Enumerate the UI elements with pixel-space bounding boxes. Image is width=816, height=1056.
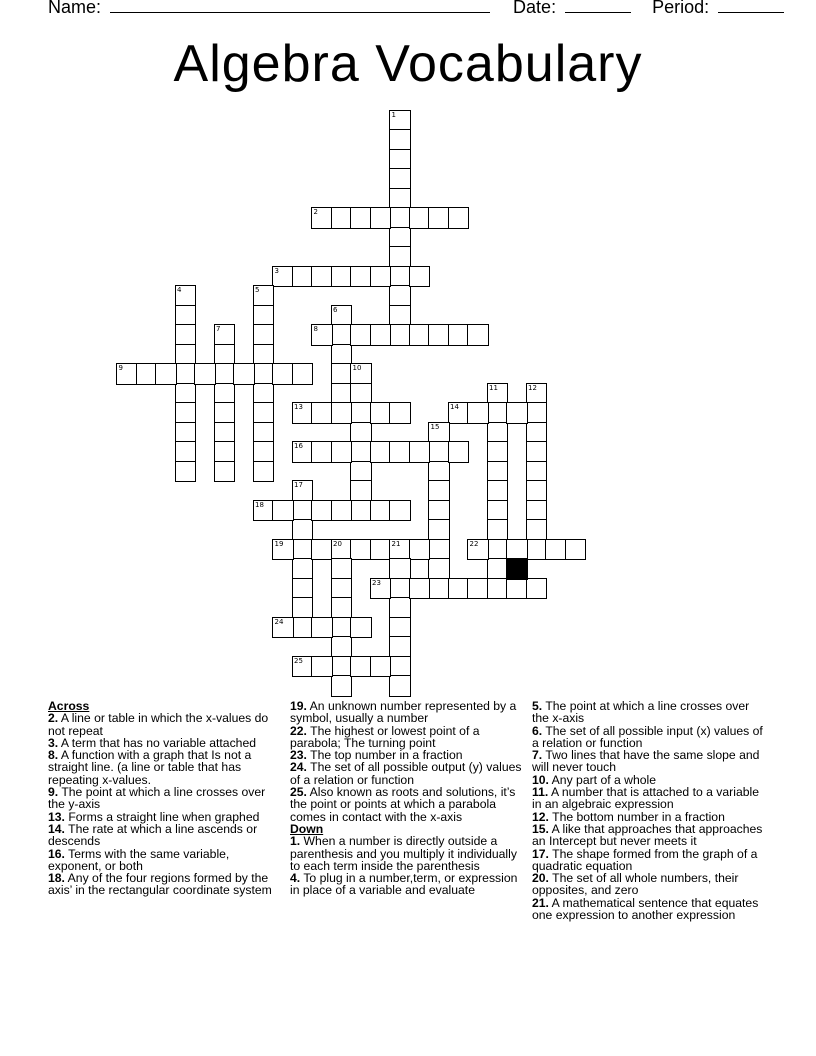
grid-cell[interactable] bbox=[350, 266, 372, 288]
grid-cell[interactable] bbox=[350, 500, 372, 522]
grid-cell[interactable] bbox=[370, 539, 392, 561]
grid-cell[interactable] bbox=[409, 441, 431, 463]
clue-down-1 bbox=[290, 835, 525, 872]
grid-cell[interactable] bbox=[409, 578, 431, 600]
grid-cell[interactable] bbox=[311, 539, 333, 561]
grid-cell[interactable] bbox=[350, 324, 372, 346]
grid-cell[interactable] bbox=[292, 617, 314, 639]
clue-down-4 bbox=[290, 872, 525, 897]
grid-cell[interactable] bbox=[389, 500, 411, 522]
grid-cell[interactable] bbox=[194, 363, 216, 385]
grid-cell[interactable] bbox=[331, 500, 353, 522]
across-heading: Across bbox=[48, 699, 90, 713]
grid-cell[interactable] bbox=[253, 441, 275, 463]
grid-cell[interactable] bbox=[506, 539, 528, 561]
cell-number: 8 bbox=[313, 325, 318, 333]
grid-cell[interactable] bbox=[175, 344, 197, 366]
grid-cell[interactable] bbox=[467, 402, 489, 424]
clue-down-7 bbox=[532, 749, 767, 774]
clue-text: A function with a graph that Is not a straight line. (a line or table that has repeating x-values. bbox=[48, 748, 252, 787]
grid-cell[interactable] bbox=[428, 519, 450, 541]
grid-cell[interactable] bbox=[331, 636, 353, 658]
grid-cell[interactable] bbox=[311, 500, 333, 522]
grid-cell[interactable] bbox=[253, 305, 275, 327]
clues-column-2 bbox=[290, 700, 525, 897]
grid-cell[interactable] bbox=[428, 207, 450, 229]
clue-across-2 bbox=[48, 712, 280, 737]
grid-cell[interactable] bbox=[428, 324, 450, 346]
grid-cell[interactable] bbox=[370, 207, 392, 229]
cell-number: 19 bbox=[274, 539, 284, 548]
grid-cell[interactable] bbox=[487, 422, 509, 444]
clue-text: A mathematical sentence that equates one expression to another expression bbox=[532, 895, 759, 923]
clues-column-3 bbox=[532, 700, 767, 921]
cell-number: 10 bbox=[352, 364, 362, 372]
clue-text: The set of all possible input (x) values of a relation or function bbox=[532, 723, 763, 750]
grid-cell[interactable] bbox=[331, 383, 353, 405]
cell-number: 11 bbox=[489, 383, 498, 392]
grid-cell[interactable] bbox=[214, 461, 236, 483]
grid-cell[interactable] bbox=[350, 441, 372, 463]
grid-cell[interactable] bbox=[350, 402, 372, 424]
cell-number: 12 bbox=[528, 383, 537, 392]
grid-cell[interactable] bbox=[370, 402, 392, 424]
grid-cell[interactable] bbox=[389, 285, 411, 307]
clue-across-19 bbox=[290, 700, 525, 725]
grid-cell[interactable] bbox=[487, 558, 509, 580]
grid-cell[interactable] bbox=[487, 519, 509, 541]
clue-number: 18. bbox=[48, 871, 65, 886]
grid-cell[interactable] bbox=[389, 617, 411, 639]
grid-cell[interactable] bbox=[428, 461, 450, 483]
clue-across-25 bbox=[290, 786, 525, 823]
clue-across-14 bbox=[48, 823, 280, 848]
grid-cell[interactable] bbox=[370, 500, 392, 522]
clue-number: 4. bbox=[290, 871, 301, 886]
grid-cell[interactable] bbox=[389, 188, 411, 210]
clue-number: 25. bbox=[290, 785, 307, 800]
clue-number: 23. bbox=[290, 748, 307, 763]
clue-down-11 bbox=[532, 786, 767, 811]
grid-cell[interactable] bbox=[214, 441, 236, 463]
cell-number: 5 bbox=[255, 286, 260, 294]
clue-down-17 bbox=[532, 848, 767, 873]
grid-cell[interactable] bbox=[331, 363, 353, 385]
shaded-cell bbox=[506, 558, 528, 580]
grid-cell[interactable] bbox=[175, 441, 197, 463]
grid-cell[interactable] bbox=[311, 617, 333, 639]
cell-number: 20 bbox=[333, 539, 342, 548]
grid-cell[interactable] bbox=[253, 422, 275, 444]
grid-cell[interactable] bbox=[565, 539, 587, 561]
grid-cell[interactable] bbox=[389, 246, 411, 268]
grid-cell[interactable] bbox=[175, 324, 197, 346]
clue-down-5 bbox=[532, 700, 767, 725]
grid-cell[interactable] bbox=[175, 383, 197, 405]
cell-number: 3 bbox=[274, 266, 279, 275]
clue-across-16 bbox=[48, 848, 280, 873]
grid-cell[interactable] bbox=[175, 461, 197, 483]
clue-number: 5. bbox=[532, 699, 543, 713]
grid-cell[interactable] bbox=[350, 422, 372, 444]
cell-number: 18 bbox=[255, 500, 264, 509]
grid-cell[interactable] bbox=[526, 578, 548, 600]
clue-down-6 bbox=[532, 725, 767, 750]
grid-cell[interactable] bbox=[292, 539, 314, 561]
clue-across-18 bbox=[48, 872, 280, 897]
clue-across-24 bbox=[290, 761, 525, 786]
grid-cell[interactable] bbox=[389, 266, 411, 288]
clue-across-22 bbox=[290, 725, 525, 750]
grid-cell[interactable] bbox=[506, 578, 528, 600]
clue-text: A number that is attached to a variable in an algebraic expression bbox=[532, 785, 759, 812]
grid-cell[interactable] bbox=[272, 500, 294, 522]
grid-cell[interactable] bbox=[175, 422, 197, 444]
cell-number: 6 bbox=[333, 305, 338, 314]
grid-cell[interactable] bbox=[175, 402, 197, 424]
grid-cell[interactable] bbox=[448, 324, 470, 346]
clues-column-1 bbox=[48, 700, 280, 897]
grid-cell[interactable] bbox=[331, 558, 353, 580]
clue-number: 17. bbox=[532, 846, 549, 861]
clue-across-8 bbox=[48, 749, 280, 786]
grid-cell[interactable] bbox=[389, 324, 411, 346]
grid-cell[interactable] bbox=[526, 402, 548, 424]
grid-cell[interactable] bbox=[389, 227, 411, 249]
grid-cell[interactable] bbox=[331, 578, 353, 600]
grid-cell[interactable] bbox=[409, 266, 431, 288]
grid-cell[interactable] bbox=[370, 266, 392, 288]
grid-cell[interactable] bbox=[428, 539, 450, 561]
grid-cell[interactable] bbox=[350, 383, 372, 405]
date-label: Date: bbox=[513, 0, 557, 17]
grid-cell[interactable] bbox=[389, 207, 411, 229]
clue-text: The point at which a line crosses over the x-axis bbox=[532, 699, 750, 726]
grid-cell[interactable] bbox=[292, 363, 314, 385]
grid-cell[interactable] bbox=[292, 597, 314, 619]
clue-text: The point at which a line crosses over the y-axis bbox=[48, 785, 266, 812]
clue-number: 11. bbox=[532, 785, 549, 800]
grid-cell[interactable] bbox=[370, 656, 392, 678]
grid-cell[interactable] bbox=[233, 363, 255, 385]
clue-text: A like that approaches that approaches an Intercept but never meets it bbox=[532, 821, 763, 849]
grid-cell[interactable] bbox=[370, 441, 392, 463]
clue-text: Two lines that have the same slope and will never touch bbox=[532, 748, 760, 775]
grid-cell[interactable] bbox=[214, 363, 236, 385]
clue-number: 7. bbox=[532, 748, 543, 763]
grid-cell[interactable] bbox=[526, 480, 548, 502]
clue-number: 9. bbox=[48, 785, 59, 800]
clue-number: 8. bbox=[48, 748, 59, 763]
grid-cell[interactable] bbox=[136, 363, 158, 385]
grid-cell[interactable] bbox=[487, 461, 509, 483]
clue-text: When a number is directly outside a parenthesis and you multiply it individually to each term inside the parenthesis bbox=[290, 834, 517, 873]
clue-number: 3. bbox=[48, 735, 59, 750]
grid-cell[interactable] bbox=[331, 441, 353, 463]
cell-number: 16 bbox=[294, 442, 303, 450]
grid-cell[interactable] bbox=[487, 480, 509, 502]
grid-cell[interactable] bbox=[526, 500, 548, 522]
grid-cell[interactable] bbox=[350, 656, 372, 678]
grid-cell[interactable] bbox=[545, 539, 567, 561]
name-label: Name: bbox=[48, 0, 102, 17]
clue-number: 14. bbox=[48, 821, 65, 836]
grid-cell[interactable] bbox=[389, 441, 411, 463]
grid-cell[interactable] bbox=[350, 539, 372, 561]
grid-cell[interactable] bbox=[409, 207, 431, 229]
grid-cell[interactable] bbox=[487, 500, 509, 522]
grid-cell[interactable] bbox=[155, 363, 177, 385]
clue-text: A line or table in which the x-values do not repeat bbox=[48, 711, 269, 738]
grid-cell[interactable] bbox=[311, 656, 333, 678]
clue-down-15 bbox=[532, 823, 767, 848]
grid-cell[interactable] bbox=[331, 266, 353, 288]
grid-cell[interactable] bbox=[331, 402, 353, 424]
grid-cell[interactable] bbox=[389, 656, 411, 678]
grid-cell[interactable] bbox=[350, 207, 372, 229]
cell-number: 1 bbox=[391, 110, 396, 119]
grid-cell[interactable] bbox=[487, 539, 509, 561]
grid-cell[interactable] bbox=[331, 207, 353, 229]
cell-number: 2 bbox=[313, 208, 318, 216]
clue-text: Forms a straight line when graphed bbox=[64, 809, 260, 824]
grid-cell[interactable] bbox=[350, 617, 372, 639]
clue-down-21 bbox=[532, 897, 767, 922]
clue-number: 13. bbox=[48, 809, 65, 824]
clue-text: The set of all whole numbers, their opposites, and zero bbox=[532, 871, 739, 898]
clue-number: 22. bbox=[290, 723, 307, 738]
grid-cell[interactable] bbox=[350, 461, 372, 483]
clue-text: The rate at which a line ascends or descends bbox=[48, 821, 258, 849]
grid-cell[interactable] bbox=[467, 324, 489, 346]
cell-number: 4 bbox=[177, 286, 182, 294]
grid-cell[interactable] bbox=[428, 578, 450, 600]
grid-cell[interactable] bbox=[214, 422, 236, 444]
cell-number: 9 bbox=[118, 364, 123, 372]
grid-cell[interactable] bbox=[428, 500, 450, 522]
grid-cell[interactable] bbox=[428, 480, 450, 502]
grid-cell[interactable] bbox=[350, 480, 372, 502]
clue-text: The highest or lowest point of a parabola; The turning point bbox=[290, 723, 480, 750]
clue-across-9 bbox=[48, 786, 280, 811]
clue-down-20 bbox=[532, 872, 767, 897]
clue-number: 24. bbox=[290, 760, 307, 775]
clue-number: 6. bbox=[532, 723, 543, 738]
clue-text: Any of the four regions formed by the axis’ in the rectangular coordinate system bbox=[48, 871, 272, 898]
grid-cell[interactable] bbox=[389, 597, 411, 619]
clue-number: 19. bbox=[290, 699, 307, 713]
clue-number: 1. bbox=[290, 834, 301, 849]
grid-cell[interactable] bbox=[389, 578, 411, 600]
grid-cell[interactable] bbox=[506, 402, 528, 424]
cell-number: 17 bbox=[294, 481, 303, 489]
cell-number: 23 bbox=[372, 578, 381, 587]
grid-cell[interactable] bbox=[331, 597, 353, 619]
cell-number: 21 bbox=[391, 539, 401, 548]
clue-text: Also known as roots and solutions, it’s the point or points at which a parabola comes in contact with the x-axis bbox=[290, 785, 516, 824]
grid-cell[interactable] bbox=[389, 168, 411, 190]
grid-cell[interactable] bbox=[253, 383, 275, 405]
clue-text: The top number in a fraction bbox=[306, 748, 463, 763]
grid-cell[interactable] bbox=[526, 441, 548, 463]
grid-cell[interactable] bbox=[409, 324, 431, 346]
clue-number: 10. bbox=[532, 772, 549, 787]
grid-cell[interactable] bbox=[292, 519, 314, 541]
grid-cell[interactable] bbox=[389, 675, 411, 697]
cell-number: 7 bbox=[216, 325, 221, 333]
grid-cell[interactable] bbox=[272, 363, 294, 385]
cell-number: 24 bbox=[274, 617, 284, 626]
grid-cell[interactable] bbox=[448, 207, 470, 229]
grid-cell[interactable] bbox=[331, 324, 353, 346]
grid-cell[interactable] bbox=[448, 441, 470, 463]
down-heading: Down bbox=[290, 821, 324, 836]
page-title: Algebra Vocabulary bbox=[173, 35, 643, 93]
grid-cell[interactable] bbox=[389, 558, 411, 580]
grid-cell[interactable] bbox=[292, 558, 314, 580]
clue-text: The shape formed from the graph of a quadratic equation bbox=[532, 846, 758, 873]
grid-cell[interactable] bbox=[292, 578, 314, 600]
grid-cell[interactable] bbox=[487, 441, 509, 463]
clue-text: The bottom number in a fraction bbox=[548, 809, 725, 824]
grid-cell[interactable] bbox=[331, 675, 353, 697]
grid-cell[interactable] bbox=[370, 324, 392, 346]
grid-cell[interactable] bbox=[331, 617, 353, 639]
grid-cell[interactable] bbox=[526, 519, 548, 541]
grid-cell[interactable] bbox=[389, 305, 411, 327]
grid-cell[interactable] bbox=[389, 402, 411, 424]
grid-cell[interactable] bbox=[214, 344, 236, 366]
grid-cell[interactable] bbox=[428, 441, 450, 463]
grid-cell[interactable] bbox=[389, 149, 411, 171]
grid-cell[interactable] bbox=[253, 324, 275, 346]
clue-number: 21. bbox=[532, 895, 549, 910]
period-label: Period: bbox=[652, 0, 710, 17]
grid-cell[interactable] bbox=[175, 305, 197, 327]
grid-cell[interactable] bbox=[292, 266, 314, 288]
clue-number: 15. bbox=[532, 821, 549, 836]
clue-text: Terms with the same variable, exponent, or both bbox=[48, 846, 230, 873]
grid-cell[interactable] bbox=[428, 558, 450, 580]
cell-number: 22 bbox=[469, 539, 479, 548]
grid-cell[interactable] bbox=[175, 363, 197, 385]
grid-cell[interactable] bbox=[331, 344, 353, 366]
grid-cell[interactable] bbox=[253, 363, 275, 385]
clue-number: 20. bbox=[532, 871, 549, 886]
cell-number: 13 bbox=[294, 403, 303, 411]
clue-text: The set of all possible output (y) values of a relation or function bbox=[290, 760, 522, 787]
cell-number: 15 bbox=[430, 422, 440, 431]
grid-cell[interactable] bbox=[331, 656, 353, 678]
grid-cell[interactable] bbox=[253, 461, 275, 483]
grid-cell[interactable] bbox=[467, 578, 489, 600]
grid-cell[interactable] bbox=[526, 422, 548, 444]
clue-text: Any part of a whole bbox=[548, 772, 656, 787]
clue-number: 12. bbox=[532, 809, 549, 824]
grid-cell[interactable] bbox=[487, 402, 509, 424]
grid-cell[interactable] bbox=[311, 402, 333, 424]
grid-cell[interactable] bbox=[214, 383, 236, 405]
clue-text: To plug in a number,term, or expression in place of a variable and evaluate bbox=[290, 871, 518, 898]
clue-number: 16. bbox=[48, 846, 65, 861]
cell-number: 25 bbox=[294, 656, 303, 665]
grid-cell[interactable] bbox=[526, 461, 548, 483]
grid-cell[interactable] bbox=[389, 636, 411, 658]
grid-cell[interactable] bbox=[311, 266, 333, 288]
grid-cell[interactable] bbox=[448, 578, 470, 600]
grid-cell[interactable] bbox=[292, 500, 314, 522]
grid-cell[interactable] bbox=[214, 402, 236, 424]
clue-text: An unknown number represented by a symbol, usually a number bbox=[290, 699, 517, 726]
grid-cell[interactable] bbox=[409, 539, 431, 561]
grid-cell[interactable] bbox=[389, 129, 411, 151]
clue-number: 2. bbox=[48, 711, 59, 726]
grid-cell[interactable] bbox=[253, 402, 275, 424]
grid-cell[interactable] bbox=[526, 539, 548, 561]
clue-text: A term that has no variable attached bbox=[58, 735, 257, 750]
grid-cell[interactable] bbox=[253, 344, 275, 366]
grid-cell[interactable] bbox=[311, 441, 333, 463]
grid-cell[interactable] bbox=[487, 578, 509, 600]
cell-number: 14 bbox=[450, 403, 459, 411]
